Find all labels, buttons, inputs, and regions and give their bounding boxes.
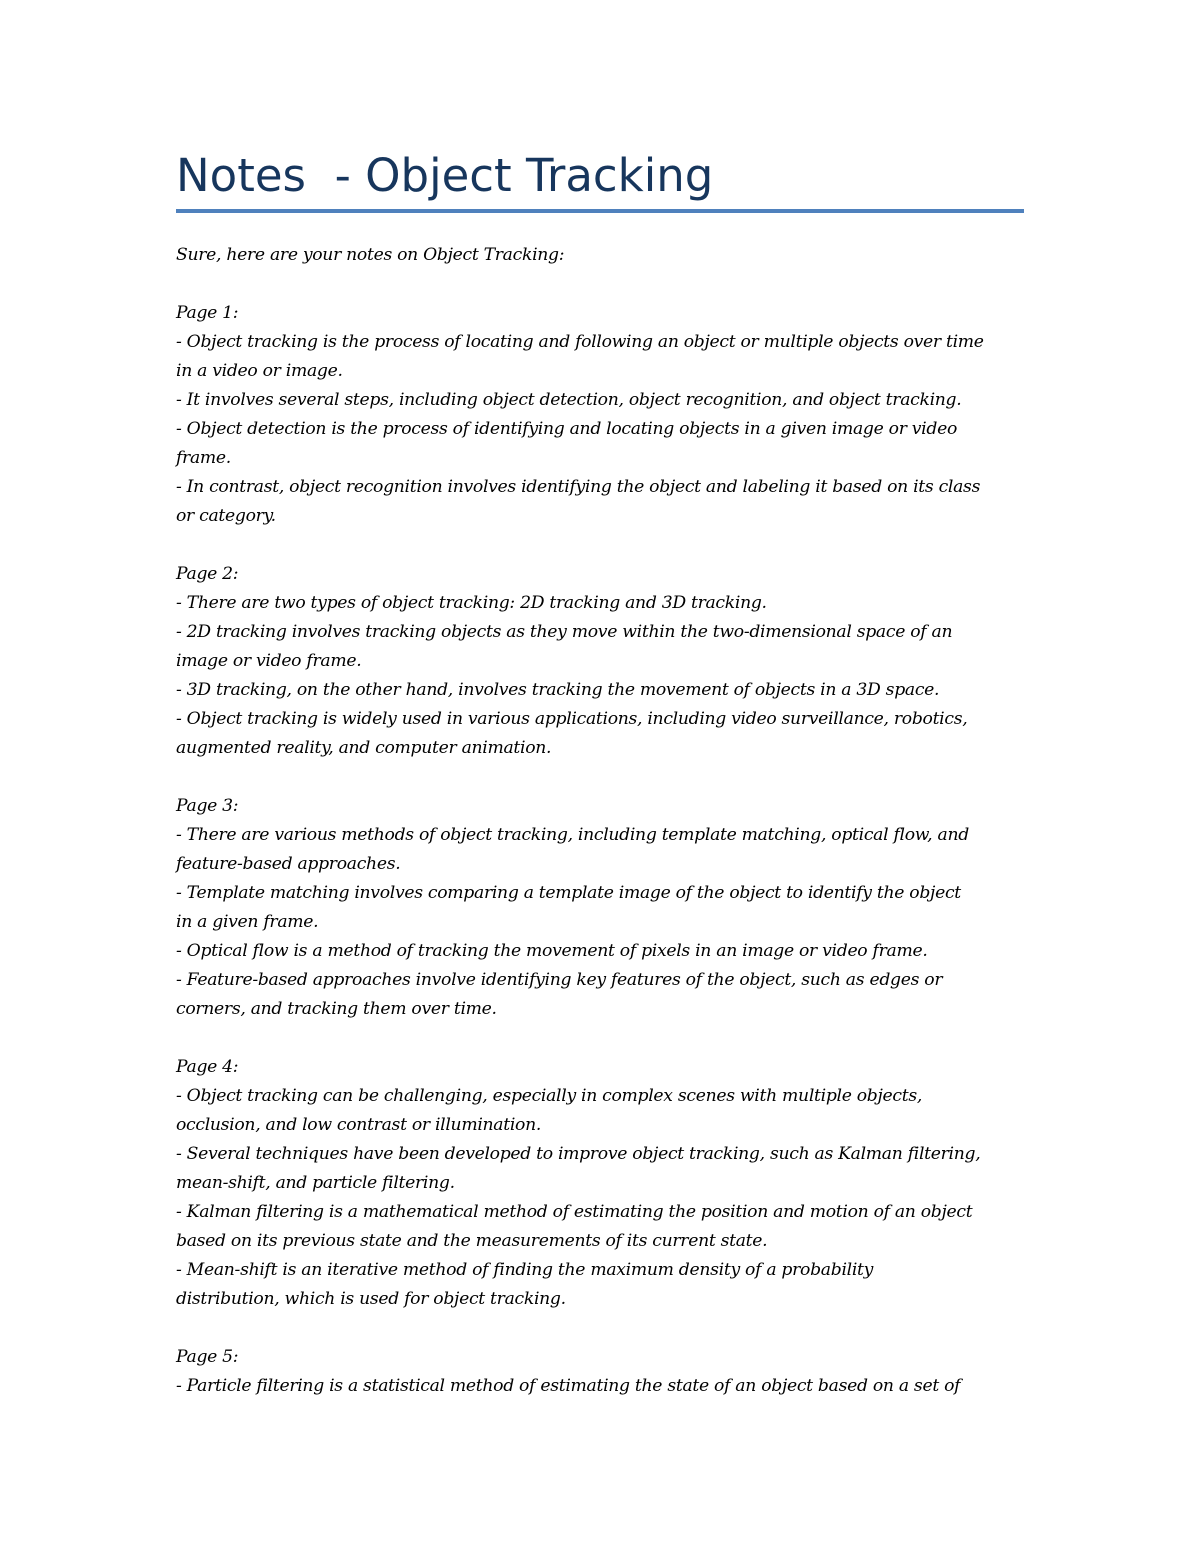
intro-line: Sure, here are your notes on Object Tracking: [176, 245, 565, 265]
note-line: image or video frame. [176, 651, 362, 671]
note-line: - There are various methods of object tracking, including template matching, optical flow, and [176, 825, 969, 845]
note-line: - Particle filtering is a statistical method of estimating the state of an object based on a set of [176, 1376, 961, 1396]
blank-line [176, 1314, 1036, 1343]
blank-line [176, 1024, 1036, 1053]
section-heading-page-1: Page 1: [176, 303, 239, 323]
document-body [176, 241, 1036, 1401]
note-line: based on its previous state and the measurements of its current state. [176, 1231, 768, 1251]
note-line: - Optical flow is a method of tracking the movement of pixels in an image or video frame. [176, 941, 928, 961]
note-line: - There are two types of object tracking: 2D tracking and 3D tracking. [176, 593, 767, 613]
note-line: mean-shift, and particle filtering. [176, 1173, 455, 1193]
note-line: frame. [176, 448, 231, 468]
note-line: - 3D tracking, on the other hand, involves tracking the movement of objects in a 3D space. [176, 680, 940, 700]
section-heading-page-2: Page 2: [176, 564, 239, 584]
note-line: - Several techniques have been developed to improve object tracking, such as Kalman filtering, [176, 1144, 981, 1164]
section-heading-page-3: Page 3: [176, 796, 239, 816]
note-line: - It involves several steps, including object detection, object recognition, and object tracking. [176, 390, 962, 410]
blank-line [176, 270, 1036, 299]
note-line: augmented reality, and computer animation. [176, 738, 552, 758]
blank-line [176, 763, 1036, 792]
note-line: - Object detection is the process of identifying and locating objects in a given image or video [176, 419, 958, 439]
note-line: - 2D tracking involves tracking objects as they move within the two-dimensional space of an [176, 622, 953, 642]
note-line: occlusion, and low contrast or illumination. [176, 1115, 542, 1135]
note-line: - In contrast, object recognition involves identifying the object and labeling it based on its class [176, 477, 981, 497]
title-underline [176, 209, 1024, 213]
note-line: - Object tracking is the process of locating and following an object or multiple objects over time [176, 332, 984, 352]
note-line: - Mean-shift is an iterative method of finding the maximum density of a probability [176, 1260, 874, 1280]
note-line: - Feature-based approaches involve identifying key features of the object, such as edges or [176, 970, 943, 990]
note-line: - Object tracking is widely used in various applications, including video surveillance, robotics, [176, 709, 968, 729]
section-heading-page-5: Page 5: [176, 1347, 239, 1367]
note-line: - Object tracking can be challenging, especially in complex scenes with multiple objects, [176, 1086, 923, 1106]
note-line: - Kalman filtering is a mathematical method of estimating the position and motion of an object [176, 1202, 973, 1222]
note-line: in a given frame. [176, 912, 319, 932]
section-heading-page-4: Page 4: [176, 1057, 239, 1077]
note-line: or category. [176, 506, 276, 526]
note-line: in a video or image. [176, 361, 343, 381]
note-line: feature-based approaches. [176, 854, 401, 874]
note-line: corners, and tracking them over time. [176, 999, 497, 1019]
document-title: Notes - Object Tracking [176, 149, 714, 202]
note-line: distribution, which is used for object tracking. [176, 1289, 566, 1309]
blank-line [176, 531, 1036, 560]
note-line: - Template matching involves comparing a template image of the object to identify the object [176, 883, 961, 903]
